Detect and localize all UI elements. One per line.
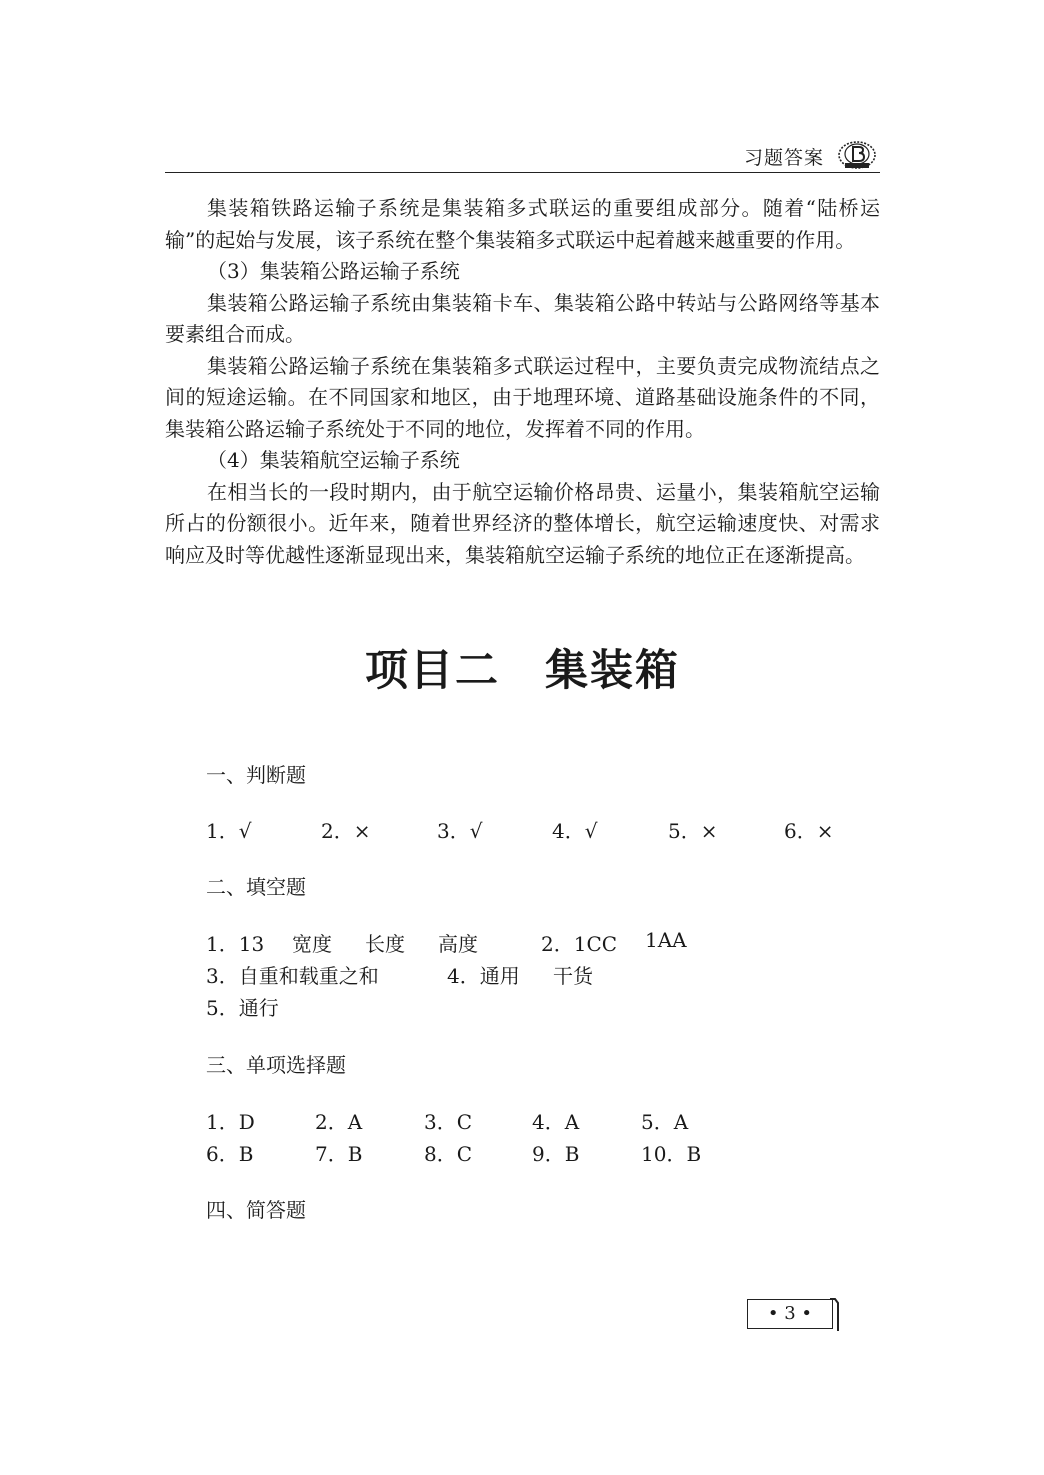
section-heading-fill: 二、填空题: [206, 875, 306, 899]
paragraph: 集装箱铁路运输子系统是集装箱多式联运的重要组成部分。随着“陆桥运输”的起始与发展，该子系统在整个集装箱多式联运中起着越来越重要的作用。: [165, 196, 880, 252]
choice-answer: 9．B: [532, 1142, 580, 1166]
choice-answer: 4．A: [532, 1110, 580, 1134]
fill-answer: 宽度: [292, 932, 332, 956]
choice-answer: 6．B: [206, 1142, 254, 1166]
fill-answer: 4．通用: [447, 964, 520, 988]
publisher-logo-icon: [836, 140, 878, 170]
judge-answer: 3．√: [437, 819, 483, 843]
paragraph: 集装箱公路运输子系统由集装箱卡车、集装箱公路中转站与公路网络等基本要素组合而成。: [165, 290, 880, 346]
section-heading-short: 四、简答题: [206, 1198, 306, 1222]
section-heading-judge: 一、判断题: [206, 763, 306, 787]
subsection-heading: （3）集装箱公路运输子系统: [207, 259, 460, 283]
fill-answer: 3．自重和载重之和: [206, 964, 379, 988]
choice-answer: 1．D: [206, 1110, 255, 1134]
subsection-heading: （4）集装箱航空运输子系统: [207, 448, 460, 472]
choice-answer: 10．B: [641, 1142, 702, 1166]
page-corner-mark: [829, 1297, 839, 1333]
choice-answer: 5．A: [641, 1110, 689, 1134]
page-number: • 3 •: [747, 1299, 833, 1329]
body-text: [165, 193, 880, 571]
judge-answer: 4．√: [552, 819, 598, 843]
fill-answer: 高度: [438, 932, 478, 956]
judge-answer: 5．×: [668, 819, 718, 843]
section-heading-choice: 三、单项选择题: [206, 1053, 346, 1077]
paragraph: 集装箱公路运输子系统在集装箱多式联运过程中，主要负责完成物流结点之间的短途运输。在不同国家和地区，由于地理环境、道路基础设施条件的不同，集装箱公路运输子系统处于不同的地位，发挥着不同的作用。: [165, 353, 880, 441]
fill-answer: 2．1CC: [541, 932, 618, 956]
header-rule: [165, 172, 880, 173]
judge-answer: 2．×: [321, 819, 371, 843]
judge-answer: 6．×: [784, 819, 834, 843]
choice-answer: 8．C: [424, 1142, 473, 1166]
fill-answer: 干货: [553, 964, 593, 988]
paragraph: 在相当长的一段时期内，由于航空运输价格昂贵、运量小，集装箱航空运输所占的份额很小。近年来，随着世界经济的整体增长，航空运输速度快、对需求响应及时等优越性逐渐显现出来，集装箱航空运输子系统的地位正在逐渐提高。: [165, 479, 880, 567]
chapter-title: 项目二 集装箱: [365, 646, 680, 696]
judge-answer: 1．√: [206, 819, 252, 843]
choice-answer: 2．A: [315, 1110, 363, 1134]
running-header-title: 习题答案: [744, 147, 825, 169]
choice-answer: 7．B: [315, 1142, 363, 1166]
fill-answer: 1．13: [206, 932, 265, 956]
choice-answer: 3．C: [424, 1110, 473, 1134]
fill-answer: 5．通行: [206, 996, 279, 1020]
fill-answer: 1AA: [645, 928, 687, 952]
fill-answer: 长度: [365, 932, 405, 956]
